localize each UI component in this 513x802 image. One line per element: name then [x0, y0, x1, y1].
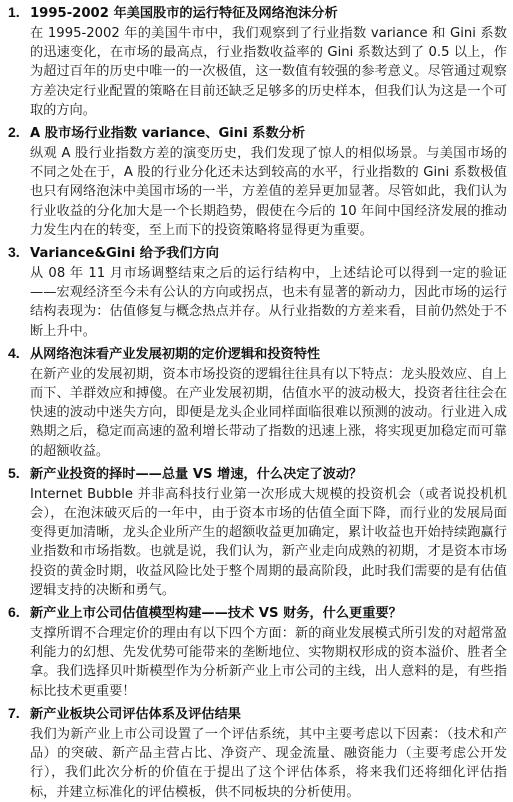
section-heading [8, 463, 507, 485]
section-number: 2. [8, 124, 20, 141]
section-number: 1. [8, 4, 20, 20]
section-heading [8, 703, 507, 725]
section-heading [8, 2, 507, 24]
section-number: 7. [8, 704, 20, 721]
section-body: 我们为新产业上市公司设置了一个评估系统，其中主要考虑以下因素：（技术和产品）的突破、新产品主营占比、净资产、现金流量、融资能力（主要考虑公开发行），我们此次分析的价值在于提出了这个评估体系，将来我们还将细化评估指标，并建立标准化的评估模板，供不同板块的分析使用。 [30, 726, 507, 800]
section-title: 新产业投资的择时——总量 VS 增速，什么决定了波动？ [30, 466, 363, 482]
section-heading [8, 343, 507, 365]
section-title: 新产业上市公司估值模型构建——技术 VS 财务，什么更重要？ [30, 606, 402, 622]
section-3 [8, 242, 507, 341]
section-body: 在新产业的发展初期，资本市场投资的逻辑往往具有以下特点：龙头股效应、自上而下、羊群效应和搏傻。在产业发展初期，估值水平的波动极大，投资者往往会在快速的波动中迷失方向，即便是龙头企业同样面临很难以预测的波动。行业进入成熟期之后，稳定而高速的盈利增长带动了指数的迅速上涨，将实现更加稳定而可靠的超额收益。 [30, 366, 507, 459]
section-number: 4. [8, 344, 20, 361]
section-heading [8, 122, 507, 144]
section-number: 3. [8, 244, 20, 261]
section-body: 纵观 A 股行业指数方差的演变历史，我们发现了惊人的相似场景。与美国市场的不同之处在于，A 股的行业分化还未达到较高的水平，行业指数的 Gini 系数极值也只有网络泡沫中美国市场的一半，方差值的差异更加显著。尽管如此，我们认为行业收益的分化加大是一个长期趋势，假使在今后的 10 年间中国经济发展的推动力发生内在的转变，至上而下的投资策略将显得更为重要。 [30, 146, 507, 238]
section-number: 5. [8, 464, 20, 481]
section-6 [8, 602, 507, 701]
section-body: 在 1995-2002 年的美国牛市中，我们观察到了行业指数 variance 和 Gini 系数的迅速变化，在市场的最高点，行业指数收益率的 Gini 系数达到了 0.5 以上，作为超过百年的历史中唯一的一次极值，这一数值有较强的参考意义。尽管通过观察方差决定行业配置的策略在目前还缺乏足够多的历史样本，但我们认为这是一个可取的方向。 [30, 26, 507, 118]
section-7 [8, 703, 507, 802]
section-heading [8, 242, 507, 264]
section-1 [8, 2, 507, 120]
section-body: 从 08 年 11 月市场调整结束之后的运行结构中，上述结论可以得到一定的验证——宏观经济至今未有公认的方向或拐点，也未有显著的新动力，因此市场的运行结构表现为：估值修复与概念热点并存。从行业指数的方差来看，目前仍然处于不断上升中。 [30, 266, 507, 339]
section-number: 6. [8, 604, 20, 621]
section-body: 支撑所谓不合理定价的理由有以下四个方面：新的商业发展模式所引发的对超常盈利能力的幻想、先发优势可能带来的垄断地位、实物期权形成的资本溢价、胜者全拿。我们选择贝叶斯模型作为分析新产业上市公司的主线，出人意料的是，有些指标比技术更重要！ [30, 626, 507, 699]
section-heading [8, 602, 507, 624]
section-body: Internet Bubble 并非高科技行业第一次形成大规模的投资机会（或者说投机机会），在泡沫破灭后的一年中，由于资本市场的估值全面下降，而行业的发展局面变得更加清晰，龙头企业所产生的超额收益更加确定，累计收益也开始持续跑赢行业指数和市场指数。也就是说，我们认为，新产业走向成熟的初期，才是资本市场投资的黄金时期，收益风险比处于整个周期的最高阶段，此时我们需要的是有估值逻辑支持的决断和勇气。 [30, 486, 507, 598]
section-title: A 股市场行业指数 variance、Gini 系数分析 [30, 126, 306, 142]
section-title: 新产业板块公司评估体系及评估结果 [30, 706, 241, 722]
section-title: Variance&Gini 给予我们方向 [30, 246, 219, 262]
section-5 [8, 463, 507, 600]
section-2 [8, 122, 507, 240]
section-title: 从网络泡沫看产业发展初期的定价逻辑和投资特性 [30, 346, 321, 362]
section-title: 1995-2002 年美国股市的运行特征及网络泡沫分析 [30, 6, 338, 21]
section-4 [8, 343, 507, 461]
